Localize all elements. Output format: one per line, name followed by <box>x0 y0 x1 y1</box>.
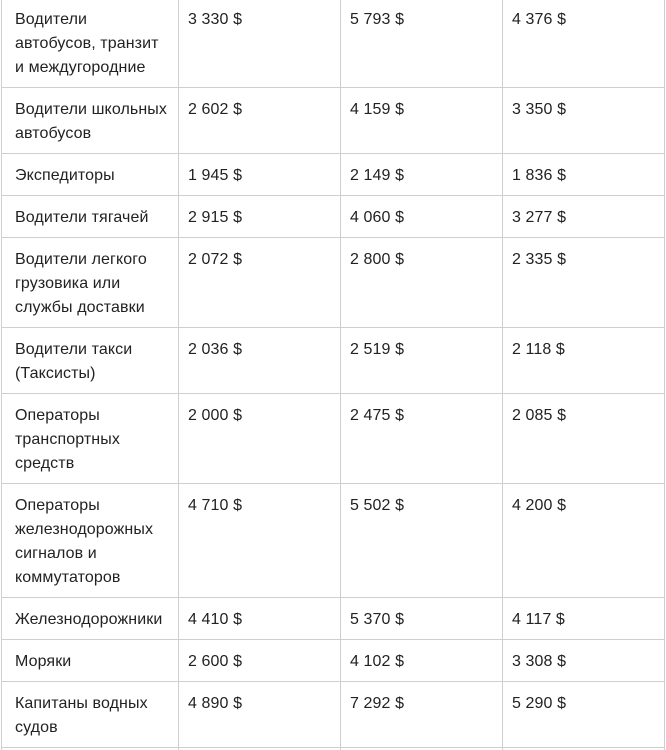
occupation-cell: Водители легкого грузовика или службы доставки <box>2 238 179 328</box>
salary-cell: 4 159 $ <box>341 88 503 154</box>
salary-cell: 4 710 $ <box>179 484 341 598</box>
salary-cell: 4 890 $ <box>179 682 341 748</box>
salary-cell: 2 800 $ <box>341 238 503 328</box>
table-row <box>2 640 665 682</box>
salary-cell: 4 117 $ <box>503 598 665 640</box>
salary-cell: 4 102 $ <box>341 640 503 682</box>
salary-cell: 2 915 $ <box>179 196 341 238</box>
occupation-cell: Моряки <box>2 640 179 682</box>
table-row <box>2 598 665 640</box>
salary-table-container <box>1 0 664 750</box>
salary-cell: 2 602 $ <box>179 88 341 154</box>
salary-cell: 4 376 $ <box>503 0 665 88</box>
salary-cell: 5 290 $ <box>503 682 665 748</box>
salary-cell: 2 475 $ <box>341 394 503 484</box>
salary-cell: 3 308 $ <box>503 640 665 682</box>
table-row <box>2 484 665 598</box>
salary-cell: 4 200 $ <box>503 484 665 598</box>
salary-table <box>1 0 665 750</box>
salary-cell: 3 350 $ <box>503 88 665 154</box>
table-row <box>2 88 665 154</box>
salary-cell: 5 793 $ <box>341 0 503 88</box>
salary-cell: 1 836 $ <box>503 154 665 196</box>
salary-cell: 2 000 $ <box>179 394 341 484</box>
table-row <box>2 154 665 196</box>
occupation-cell: Экспедиторы <box>2 154 179 196</box>
salary-cell: 4 060 $ <box>341 196 503 238</box>
salary-cell: 2 072 $ <box>179 238 341 328</box>
salary-cell: 2 036 $ <box>179 328 341 394</box>
table-row <box>2 682 665 748</box>
occupation-cell: Капитаны водных судов <box>2 682 179 748</box>
salary-cell: 2 118 $ <box>503 328 665 394</box>
occupation-cell: Операторы железнодорожных сигналов и коммутаторов <box>2 484 179 598</box>
salary-cell: 7 292 $ <box>341 682 503 748</box>
occupation-cell: Водители такси (Таксисты) <box>2 328 179 394</box>
salary-cell: 2 519 $ <box>341 328 503 394</box>
occupation-cell: Операторы транспортных средств <box>2 394 179 484</box>
salary-cell: 4 410 $ <box>179 598 341 640</box>
occupation-cell: Железнодорожники <box>2 598 179 640</box>
salary-cell: 5 502 $ <box>341 484 503 598</box>
table-row <box>2 0 665 88</box>
occupation-cell: Водители автобусов, транзит и междугородние <box>2 0 179 88</box>
occupation-cell: Водители школьных автобусов <box>2 88 179 154</box>
salary-cell: 2 085 $ <box>503 394 665 484</box>
salary-cell: 1 945 $ <box>179 154 341 196</box>
salary-cell: 2 600 $ <box>179 640 341 682</box>
occupation-cell: Водители тягачей <box>2 196 179 238</box>
salary-cell: 2 335 $ <box>503 238 665 328</box>
table-row <box>2 328 665 394</box>
table-row <box>2 196 665 238</box>
salary-cell: 3 277 $ <box>503 196 665 238</box>
salary-cell: 2 149 $ <box>341 154 503 196</box>
table-row <box>2 394 665 484</box>
salary-cell: 3 330 $ <box>179 0 341 88</box>
salary-cell: 5 370 $ <box>341 598 503 640</box>
table-row <box>2 238 665 328</box>
